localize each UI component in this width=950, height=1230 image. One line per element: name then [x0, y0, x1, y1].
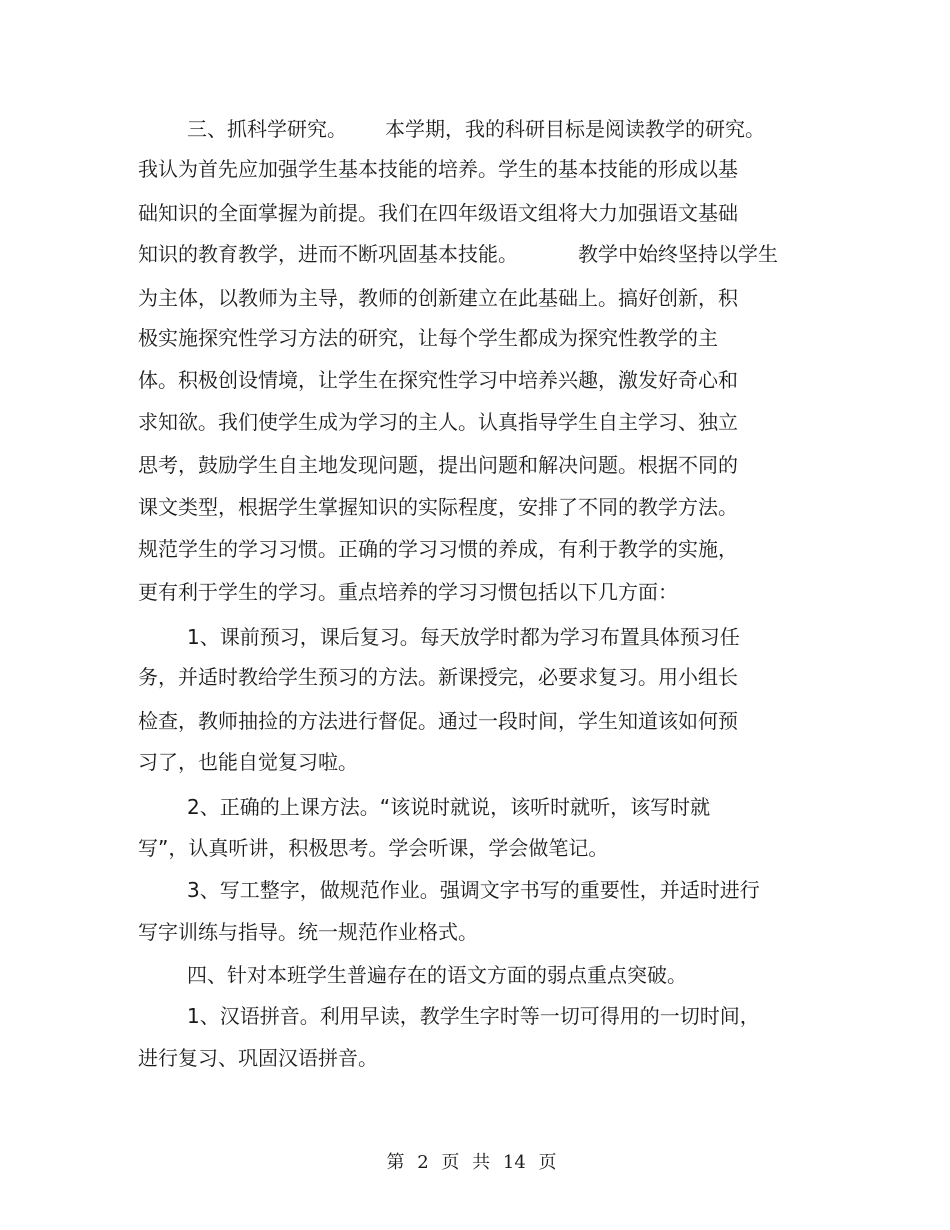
section-heading-focus: 四、针对本班学生普遍存在的语文方面的弱点重点突破。 [187, 963, 687, 987]
list-item-3-line-1: 3、写工整字，做规范作业。强调文字书写的重要性，并适时进行 [187, 878, 760, 902]
text-line-8: 求知欲。我们使学生成为学习的主人。认真指导学生自主学习、独立 [138, 410, 738, 434]
text-line-7: 体。积极创设情境，让学生在探究性学习中培养兴趣，激发好奇心和 [138, 368, 738, 392]
list-item-2-line-1: 2、正确的上课方法。“该说时就说，该听时就听，该写时就 [187, 795, 711, 819]
text-segment: 本学期，我的科研目标是阅读教学的研究。 [385, 117, 765, 141]
text-line-2: 我认为首先应加强学生基本技能的培养。学生的基本技能的形成以基 [138, 157, 738, 181]
text-line-5: 为主体，以教师为主导，教师的创新建立在此基础上。搞好创新，积 [138, 286, 738, 310]
list-item-2-line-2: 写”，认真听讲，积极思考。学会听课，学会做笔记。 [138, 836, 609, 860]
text-line-3: 础知识的全面掌握为前提。我们在四年级语文组将大力加强语文基础 [138, 201, 738, 225]
list-item-pinyin-line-1: 1、汉语拼音。利用早读，教学生字时等一切可得用的一切时间， [187, 1004, 760, 1028]
text-line-12: 更有利于学生的学习。重点培养的学习习惯包括以下几方面： [138, 580, 678, 604]
total-pages-number: 14 [502, 1152, 526, 1173]
footer-ye: 页 [441, 1152, 460, 1173]
list-item-1-line-2: 务，并适时教给学生预习的方法。新课授完，必要求复习。用小组长 [138, 665, 738, 689]
list-item-1-line-1: 1、课前预习，课后复习。每天放学时都为学习布置具体预习任 [187, 625, 740, 649]
footer-gong: 共 [472, 1152, 491, 1173]
current-page-number: 2 [417, 1152, 429, 1173]
text-line-11: 规范学生的学习习惯。正确的学习习惯的养成，有利于教学的实施， [138, 537, 738, 561]
list-item-3-line-2: 写字训练与指导。统一规范作业格式。 [138, 920, 478, 944]
list-item-1-line-4: 习了，也能自觉复习啦。 [138, 750, 358, 774]
footer-ye: 页 [538, 1152, 557, 1173]
page-footer [0, 1152, 950, 1174]
list-item-1-line-3: 检查，教师抽捡的方法进行督促。通过一段时间，学生知道该如何预 [138, 709, 738, 733]
text-line-4 [138, 242, 778, 266]
list-item-pinyin-line-2: 进行复习、巩固汉语拼音。 [138, 1046, 378, 1070]
text-line-9: 思考，鼓励学生自主地发现问题，提出问题和解决问题。根据不同的 [138, 453, 738, 477]
text-segment: 知识的教育教学，进而不断巩固基本技能。 [138, 242, 518, 266]
section-heading-research: 三、抓科学研究。 [187, 117, 347, 141]
text-line-1 [187, 117, 765, 141]
text-segment: 教学中始终坚持以学生 [578, 242, 778, 266]
text-line-10: 课文类型，根据学生掌握知识的实际程度，安排了不同的教学方法。 [138, 495, 738, 519]
text-line-6: 极实施探究性学习方法的研究，让每个学生都成为探究性教学的主 [138, 326, 718, 350]
footer-di: 第 [386, 1152, 405, 1173]
